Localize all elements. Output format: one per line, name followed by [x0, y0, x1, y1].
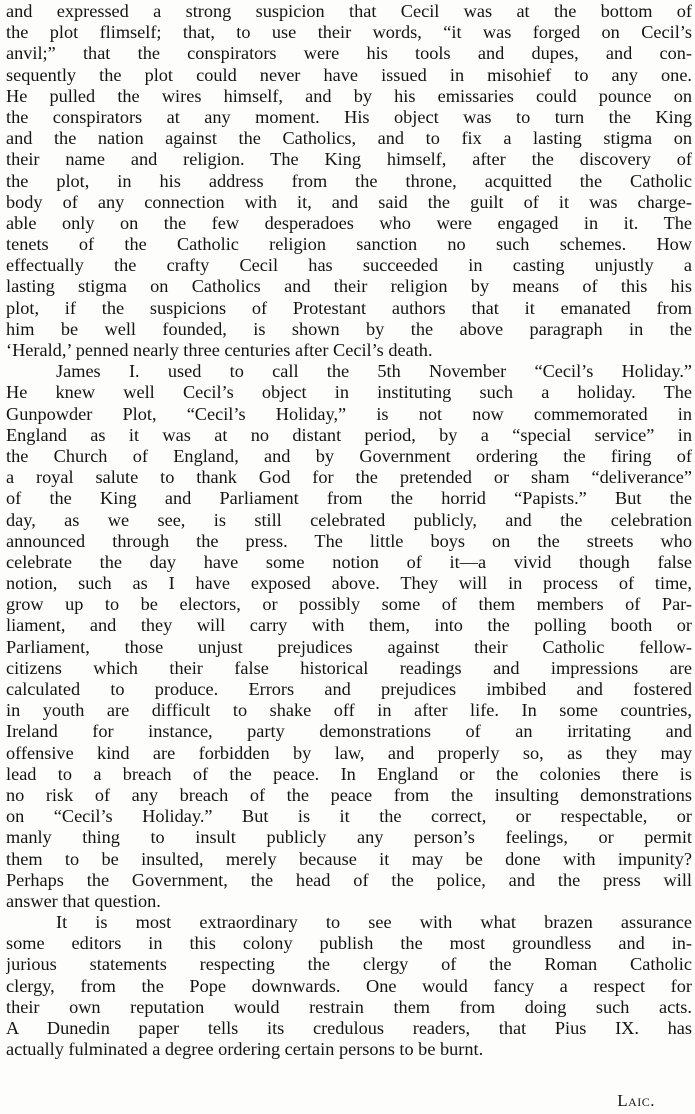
text-line: no risk of any breach of the peace from the insulting demonstrations	[6, 784, 692, 805]
article-paragraph	[6, 912, 692, 1060]
text-line: England as it was at no distant period, by a “special service” in	[6, 424, 692, 445]
text-line: James I. used to call the 5th November “Cecil’s Holiday.”	[56, 361, 692, 382]
text-line: He pulled the wires himself, and by his emissaries could pounce on	[6, 85, 692, 106]
text-line: their own reputation would restrain them from doing such acts.	[6, 996, 692, 1017]
text-line: him be well founded, is shown by the above paragraph in the	[6, 318, 692, 339]
text-line: on “Cecil’s Holiday.” But is it the correct, or respectable, or	[6, 806, 692, 827]
text-line: of the King and Parliament from the horrid “Papists.” But the	[6, 488, 692, 509]
text-line: offensive kind are forbidden by law, and properly so, as they may	[6, 742, 692, 763]
text-line: answer that question.	[6, 890, 161, 911]
text-line: notion, such as I have exposed above. They will in process of time,	[6, 573, 692, 594]
article-column	[6, 1, 692, 1060]
text-line: calculated to produce. Errors and prejudices imbibed and fostered	[6, 679, 692, 699]
text-line: effectually the crafty Cecil has succeeded in casting unjustly a	[6, 255, 692, 276]
text-line: and expressed a strong suspicion that Cecil was at the bottom of	[6, 1, 692, 21]
text-line: Perhaps the Government, the head of the police, and the press will	[6, 869, 692, 890]
text-line: grow up to be electors, or possibly some of them members of Par-	[6, 594, 692, 615]
text-line: anvil;” that the conspirators were his tools and dupes, and con-	[6, 43, 692, 64]
text-line: Parliament, those unjust prejudices against their Catholic fellow-	[6, 636, 692, 657]
text-line: their name and religion. The King himself, after the discovery of	[6, 149, 692, 170]
text-line: Ireland for instance, party demonstrations of an irritating and	[6, 721, 692, 742]
text-line: A Dunedin paper tells its credulous readers, that Pius IX. has	[6, 1018, 692, 1038]
text-line: celebrate the day have some notion of it—a vivid though false	[6, 551, 692, 572]
text-line: in youth are difficult to shake off in after life. In some countries,	[6, 700, 692, 721]
text-line: some editors in this colony publish the most groundless and in-	[6, 933, 692, 954]
text-line: them to be insulted, merely because it may be done with impunity?	[6, 848, 692, 869]
text-line: Gunpowder Plot, “Cecil’s Holiday,” is not now commemorated in	[6, 403, 692, 424]
article-paragraph	[6, 1, 692, 361]
text-line: the conspirators at any moment. His object was to turn the King	[6, 106, 692, 127]
text-line: ‘Herald,’ penned nearly three centuries after Cecil’s death.	[6, 340, 433, 360]
text-line: able only on the few desperadoes who were engaged in it. The	[6, 212, 692, 233]
text-line: citizens which their false historical readings and impressions are	[6, 657, 692, 678]
text-line: the Church of England, and by Government ordering the firing of	[6, 445, 692, 466]
text-line: jurious statements respecting the clergy of the Roman Catholic	[6, 954, 692, 975]
text-line: sequently the plot could never have issued in misohief to any one.	[6, 64, 692, 85]
text-line: manly thing to insult publicly any person’s feelings, or permit	[6, 827, 692, 848]
article-paragraph	[6, 361, 692, 912]
text-line: the plot flimself; that, to use their words, “it was forged on Cecil’s	[6, 22, 692, 43]
text-line: and the nation against the Catholics, and to fix a lasting stigma on	[6, 128, 692, 149]
text-line: clergy, from the Pope downwards. One would fancy a respect for	[6, 975, 692, 996]
text-line: the plot, in his address from the throne, acquitted the Catholic	[6, 170, 692, 191]
text-line: lasting stigma on Catholics and their religion by means of this his	[6, 276, 692, 297]
text-line: actually fulminated a degree ordering certain persons to be burnt.	[6, 1039, 484, 1060]
text-line: plot, if the suspicions of Protestant authors that it emanated from	[6, 297, 692, 318]
author-signature: Laic.	[617, 1091, 655, 1110]
text-line: He knew well Cecil’s object in instituting such a holiday. The	[6, 382, 692, 403]
text-line: It is most extraordinary to see with what brazen assurance	[56, 912, 692, 933]
text-line: liament, and they will carry with them, into the polling booth or	[6, 615, 692, 636]
text-line: body of any connection with it, and said the guilt of it was charge-	[6, 191, 692, 212]
text-line: announced through the press. The little boys on the streets who	[6, 530, 692, 551]
article-body	[6, 1, 692, 1060]
text-line: day, as we see, is still celebrated publicly, and the celebration	[6, 509, 692, 530]
text-line: a royal salute to thank God for the pretended or sham “deliverance”	[6, 467, 692, 488]
text-line: lead to a breach of the peace. In England or the colonies there is	[6, 763, 692, 784]
text-line: tenets of the Catholic religion sanction no such schemes. How	[6, 234, 692, 255]
